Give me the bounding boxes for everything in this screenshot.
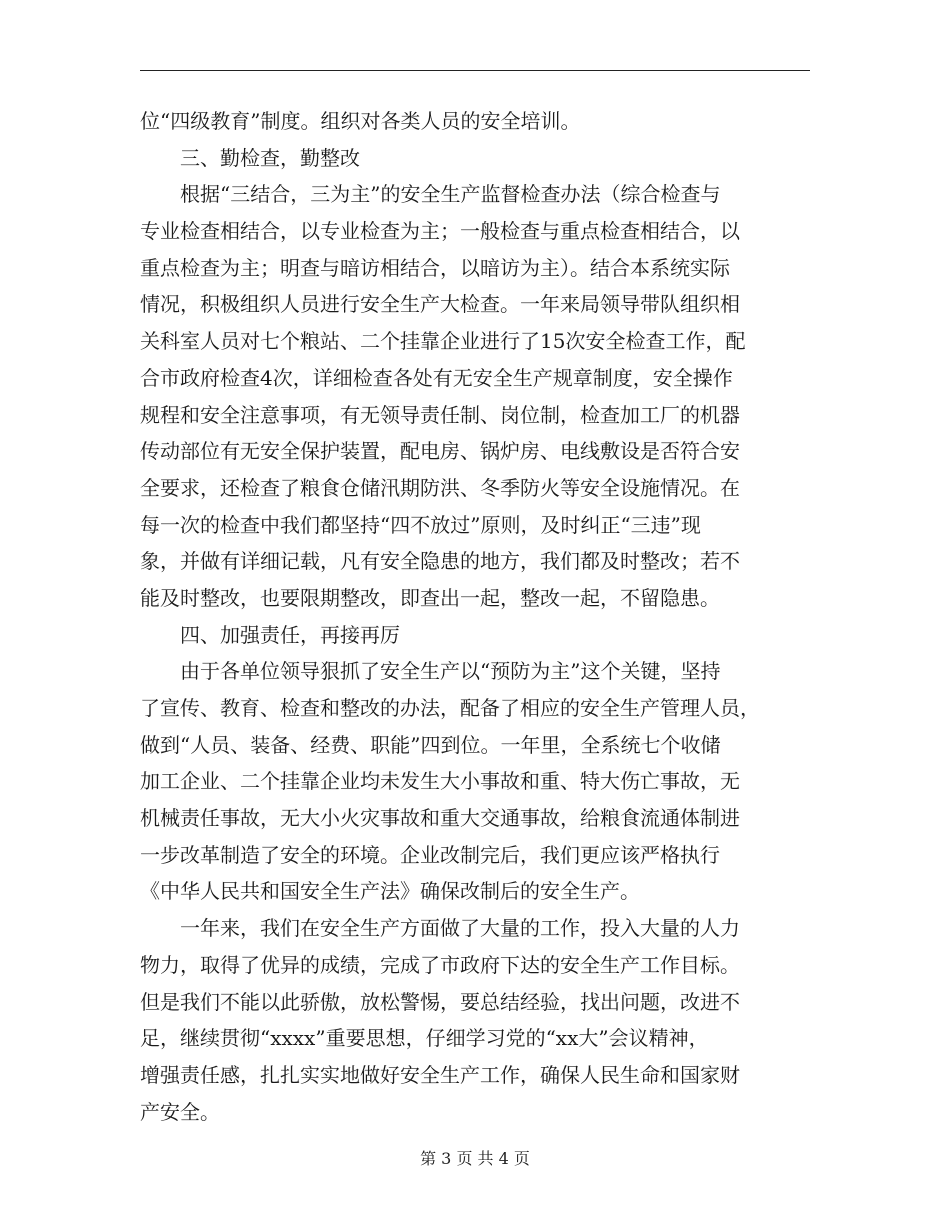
text-line: 增强责任感，扎扎实实地做好安全生产工作，确保人民生命和国家财: [140, 1062, 740, 1087]
text-line: 位“四级教育”制度。组织对各类人员的安全培训。: [140, 109, 581, 133]
text-line: 物力，取得了优异的成绩，完成了市政府下达的安全生产工作目标。: [140, 952, 740, 977]
text-line: 全要求，还检查了粮食仓储汛期防洪、冬季防火等安全设施情况。在: [140, 475, 740, 500]
text-line: 做到“人员、装备、经费、职能”四到位。一年里，全系统七个收储: [140, 732, 721, 757]
text-line: 了宣传、教育、检查和整改的办法，配备了相应的安全生产管理人员，: [140, 696, 760, 720]
text-line: 每一次的检查中我们都坚持“四不放过”原则，及时纠正“三违”现: [140, 512, 701, 537]
text-line: 一年来，我们在安全生产方面做了大量的工作，投入大量的人力: [180, 916, 740, 941]
document-body: [140, 103, 810, 1130]
text-line: 由于各单位领导狠抓了安全生产以“预防为主”这个关键，坚持: [180, 659, 721, 684]
text-line: 《中华人民共和国安全生产法》确保改制后的安全生产。: [140, 879, 640, 904]
text-line: 情况，积极组织人员进行安全生产大检查。一年来局领导带队组织相: [140, 292, 740, 317]
text-line: 产安全。: [140, 1099, 220, 1124]
text-line: 重点检查为主；明查与暗访相结合，以暗访为主）。结合本系统实际: [140, 255, 730, 280]
text-line: 传动部位有无安全保护装置，配电房、锅炉房、电线敷设是否符合安: [140, 439, 740, 464]
text-line: 专业检查相结合，以专业检查为主；一般检查与重点检查相结合，以: [140, 219, 740, 244]
text-line: 象，并做有详细记载，凡有安全隐患的地方，我们都及时整改；若不: [140, 549, 740, 574]
text-line: 规程和安全注意事项，有无领导责任制、岗位制，检查加工厂的机器: [140, 402, 740, 427]
text-line: 机械责任事故，无大小火灾事故和重大交通事故，给粮食流通体制进: [140, 806, 740, 831]
text-line: 足，继续贯彻“xxxx”重要思想，仔细学习党的“xx大”会议精神，: [140, 1026, 709, 1051]
page-footer: 第 3 页 共 4 页: [420, 1149, 530, 1168]
text-line: 关科室人员对七个粮站、二个挂靠企业进行了15次安全检查工作，配: [140, 329, 746, 354]
text-line: 根据“三结合，三为主”的安全生产监督检查办法（综合检查与: [180, 182, 721, 207]
text-line: 加工企业、二个挂靠企业均未发生大小事故和重、特大伤亡事故，无: [140, 769, 740, 794]
text-line: 四、加强责任，再接再厉: [180, 622, 400, 647]
text-line: 但是我们不能以此骄傲，放松警惕，要总结经验，找出问题，改进不: [140, 989, 740, 1014]
text-line: 能及时整改，也要限期整改，即查出一起，整改一起，不留隐患。: [140, 585, 720, 610]
text-line: 一步改革制造了安全的环境。企业改制完后，我们更应该严格执行: [140, 842, 720, 867]
text-line: 三、勤检查，勤整改: [180, 145, 360, 170]
header-rule: [140, 70, 810, 71]
text-line: 合市政府检查4次，详细检查各处有无安全生产规章制度，安全操作: [140, 365, 733, 390]
